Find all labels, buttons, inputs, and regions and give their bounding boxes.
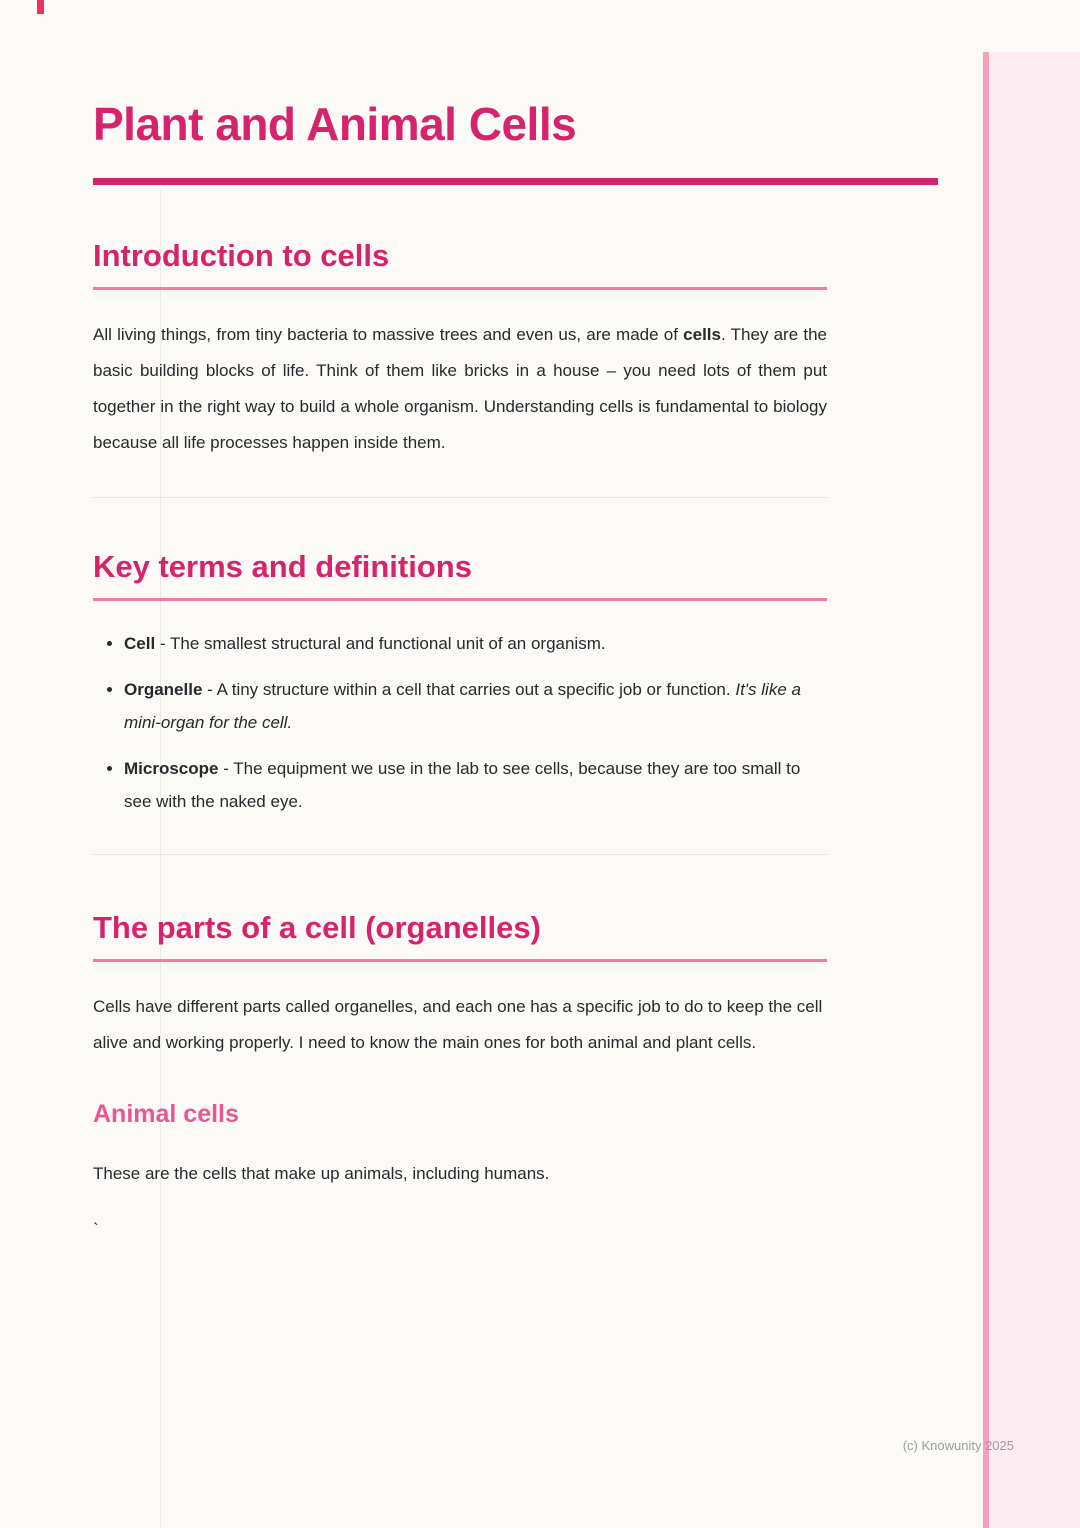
document-content <box>93 0 827 1242</box>
introduction-paragraph <box>93 317 827 461</box>
subheading-animal-cells: Animal cells <box>93 1100 239 1129</box>
section-divider <box>93 854 827 855</box>
section-heading-introduction: Introduction to cells <box>93 237 827 290</box>
animal-cells-paragraph: These are the cells that make up animals, including humans. <box>93 1164 550 1184</box>
list-item <box>124 673 827 739</box>
section-key-terms <box>93 548 827 818</box>
term-name: Organelle <box>124 680 203 700</box>
list-item <box>124 752 827 818</box>
term-definition: - The equipment we use in the lab to see cells, because they are too small to see with the naked eye. <box>124 759 801 812</box>
stray-backtick-text: ` <box>93 1220 99 1240</box>
term-definition: - A tiny structure within a cell that carries out a specific job or function. <box>202 680 736 700</box>
intro-text-run-2: . They are the basic building blocks of life. Think of them like bricks in a house – you need lots of them put together in the right way to build a whole organism. Understanding cells is fundamental to biology because all life processes happen inside them. <box>93 325 827 453</box>
page-corner-mark <box>37 0 44 14</box>
section-heading-cell-parts: The parts of a cell (organelles) <box>93 909 827 962</box>
key-terms-list <box>93 627 827 818</box>
term-definition: - The smallest structural and functional unit of an organism. <box>155 634 606 654</box>
section-cell-parts <box>93 909 827 1242</box>
page-title: Plant and Animal Cells <box>93 98 577 150</box>
list-item <box>124 627 827 660</box>
cell-parts-paragraph: Cells have different parts called organelles, and each one has a specific job to do to keep the cell alive and working properly. I need to know the main ones for both animal and plant cells. <box>93 997 823 1053</box>
section-introduction <box>93 237 827 461</box>
section-heading-key-terms: Key terms and definitions <box>93 548 827 601</box>
term-definition-italic: It's like a mini-organ for the cell. <box>124 680 801 733</box>
term-name: Cell <box>124 634 156 654</box>
right-pink-band <box>983 52 1080 1528</box>
watermark-text: (c) Knowunity 2025 <box>902 1438 1014 1453</box>
section-divider <box>93 497 827 498</box>
title-divider-rule <box>93 178 938 185</box>
intro-text-run-1: All living things, from tiny bacteria to massive trees and even us, are made of <box>93 325 684 345</box>
term-name: Microscope <box>124 759 219 779</box>
intro-bold-cells: cells <box>683 325 721 345</box>
